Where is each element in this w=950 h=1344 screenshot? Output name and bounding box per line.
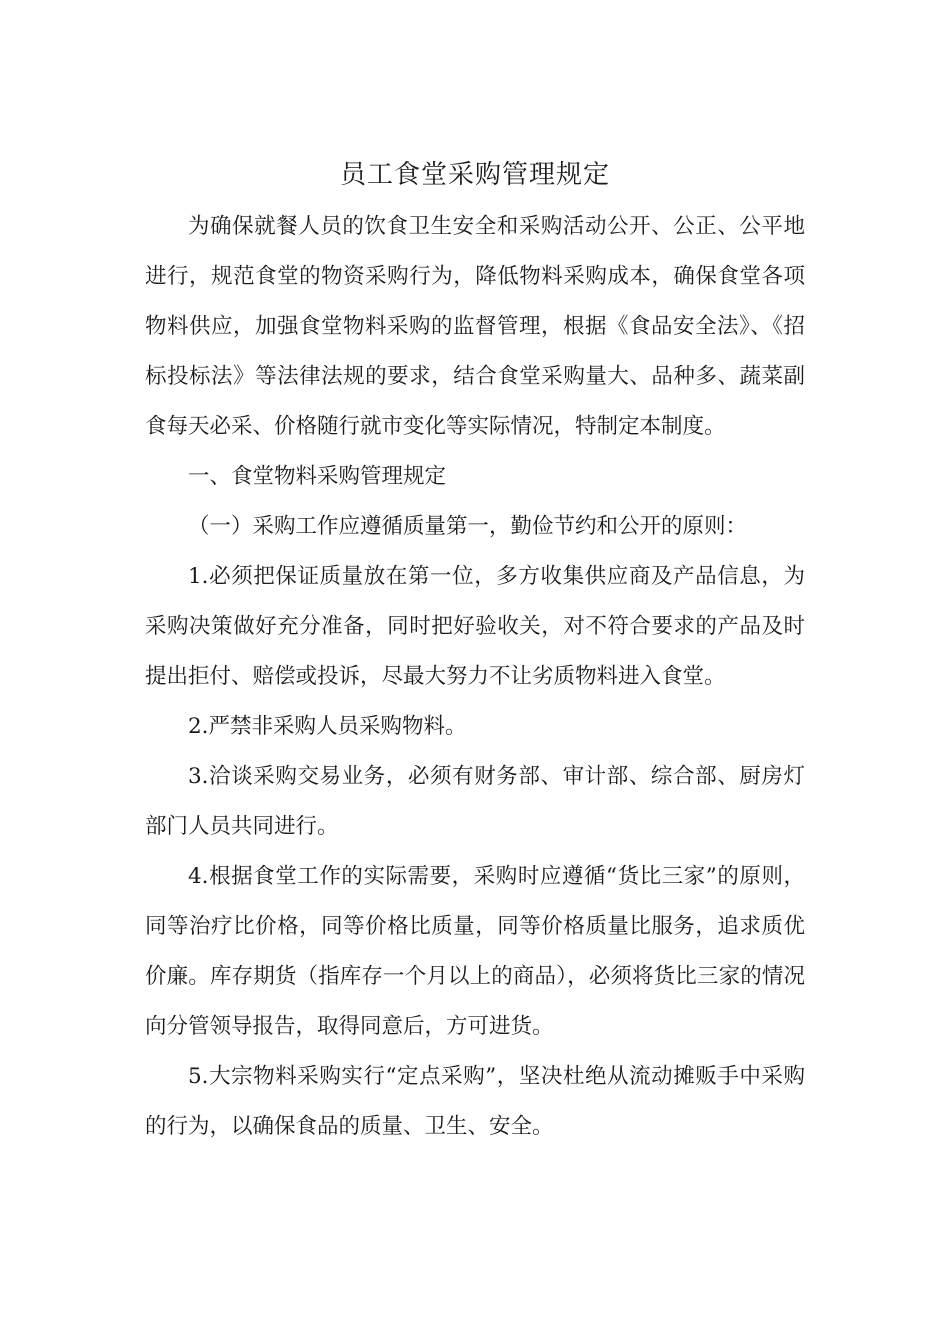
- rule-item-4: 4.根据食堂工作的实际需要，采购时应遵循“货比三家”的原则，同等治疗比价格，同等价格比质量，同等价格质量比服务，追求质优价廉。库存期货（指库存一个月以上的商品），必须将货比三家的情况向分管领导报告，取得同意后，方可进货。: [145, 864, 805, 1039]
- subsection-heading: （一）采购工作应遵循质量第一，勤俭节约和公开的原则：: [188, 514, 748, 539]
- document-body: [145, 150, 805, 1152]
- document-title: 员工食堂采购管理规定: [339, 160, 610, 190]
- rule-item-3: 3.洽谈采购交易业务，必须有财务部、审计部、综合部、厨房灯部门人员共同进行。: [145, 764, 805, 839]
- intro-paragraph: 为确保就餐人员的饮食卫生安全和采购活动公开、公正、公平地进行，规范食堂的物资采购行为，降低物料采购成本，确保食堂各项物料供应，加强食堂物料采购的监督管理，根据《食品安全法》、《招标投标法》等法律法规的要求，结合食堂采购量大、品种多、蔬菜副食每天必采、价格随行就市变化等实际情况，特制定本制度。: [145, 214, 805, 439]
- rule-item-1: 1.必须把保证质量放在第一位，多方收集供应商及产品信息，为采购决策做好充分准备，同时把好验收关，对不符合要求的产品及时提出拒付、赔偿或投诉，尽最大努力不让劣质物料进入食堂。: [145, 564, 805, 689]
- rule-item-5: 5.大宗物料采购实行“定点采购”，坚决杜绝从流动摊贩手中采购的行为，以确保食品的质量、卫生、安全。: [145, 1064, 805, 1139]
- section-heading: 一、食堂物料采购管理规定: [188, 464, 447, 489]
- rule-item-2: 2.严禁非采购人员采购物料。: [188, 714, 467, 739]
